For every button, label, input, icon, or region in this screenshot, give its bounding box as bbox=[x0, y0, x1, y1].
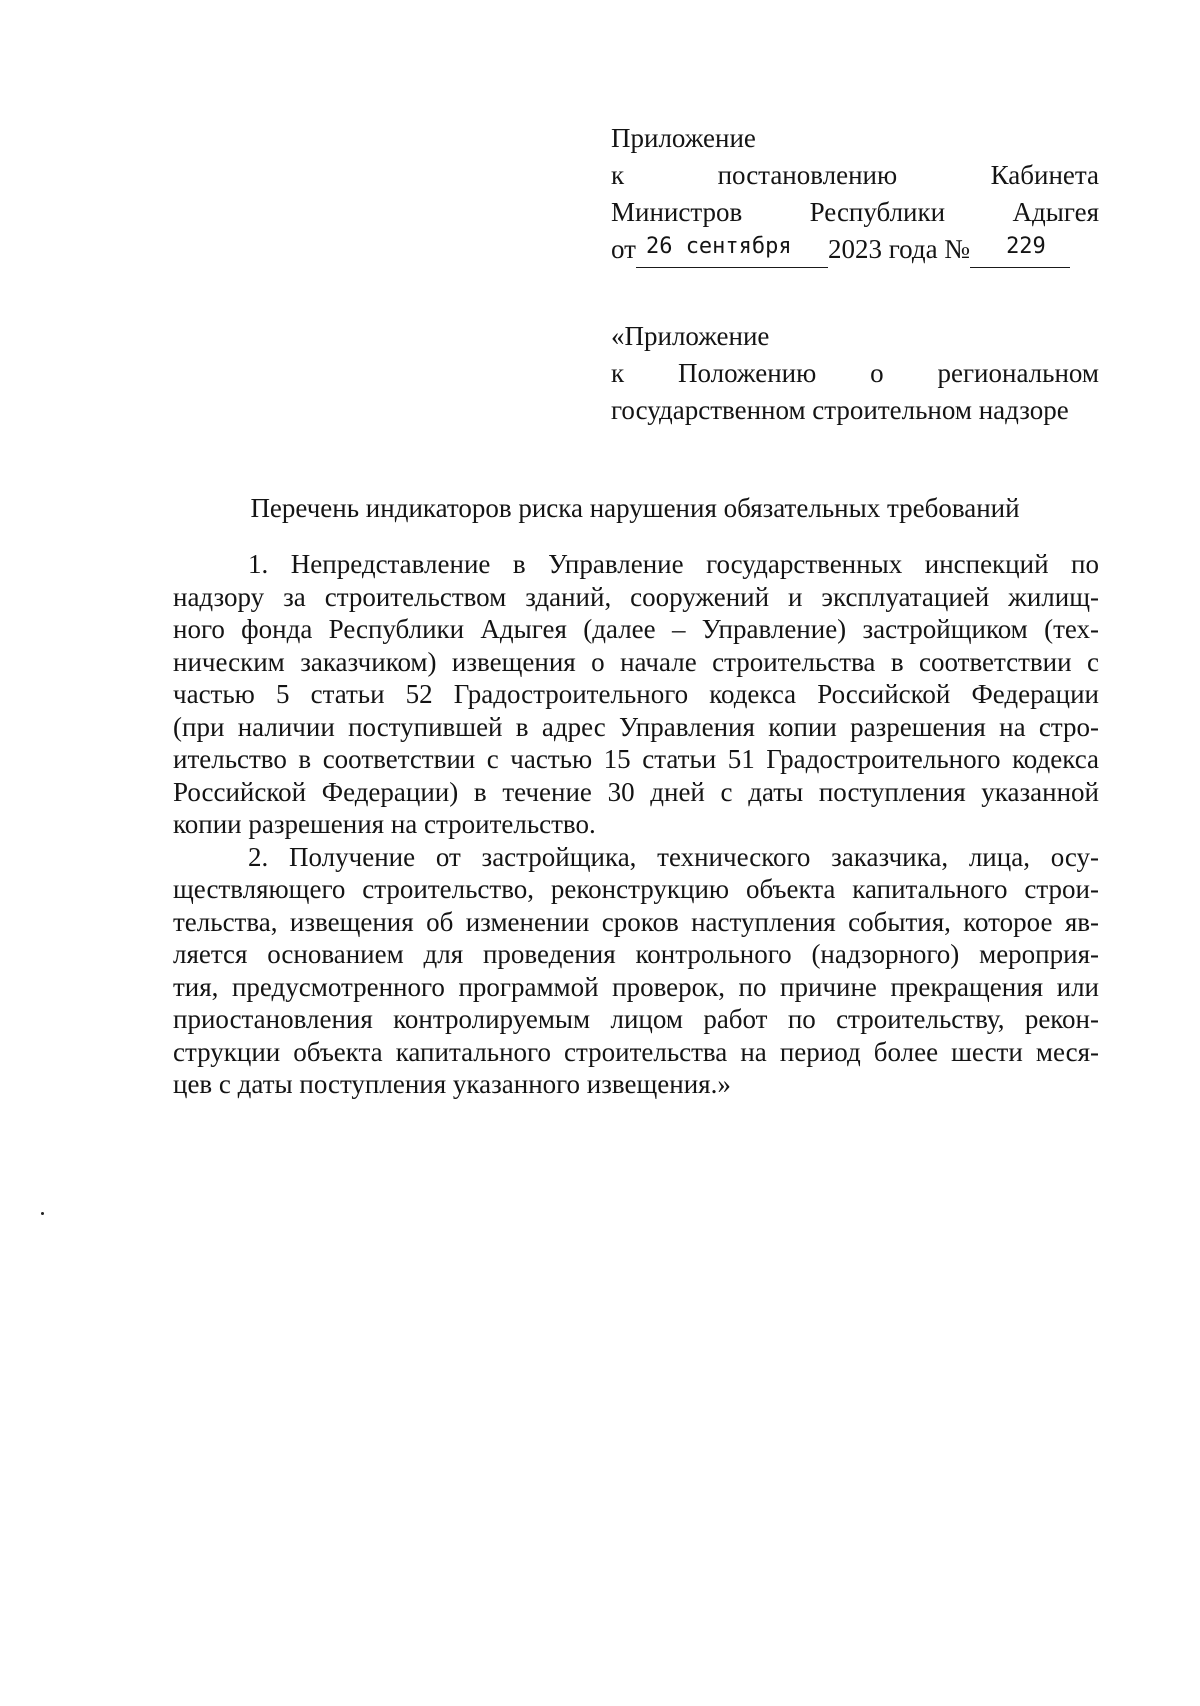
paragraph-line: приостановления контролируемым лицом работ по строительству, рекон- bbox=[173, 1004, 1099, 1034]
paragraph-line: ническим заказчиком) извещения о начале строительства в соответствии с bbox=[173, 646, 1099, 677]
regulation-line-3: государственном строительном надзоре bbox=[611, 395, 1069, 425]
number-field bbox=[970, 234, 1070, 268]
paragraph-line: цев с даты поступления указанного извещения.» bbox=[173, 1069, 731, 1099]
date-prefix: от bbox=[611, 234, 636, 264]
attachment-header bbox=[611, 120, 1099, 268]
paragraph-line: 2. Получение от застройщика, технического заказчика, лица, осу- bbox=[248, 841, 1099, 872]
attachment-word: постановлению bbox=[717, 160, 898, 190]
attachment-line-3 bbox=[611, 194, 1099, 231]
paragraph-line: (при наличии поступившей в адрес Управления копии разрешения на стро- bbox=[173, 711, 1099, 742]
paragraph-line: тельства, извещения об изменении сроков наступления события, которое яв- bbox=[173, 906, 1099, 937]
regulation-word: к bbox=[611, 358, 625, 388]
paragraph-1 bbox=[173, 548, 1099, 841]
paragraph-line: копии разрешения на строительство. bbox=[173, 809, 596, 839]
paragraph-line: ществляющего строительство, реконструкцию объекта капитального строи- bbox=[173, 874, 1099, 904]
attachment-title: Приложение bbox=[611, 123, 756, 153]
paragraph-line: струкции объекта капитального строительства на период более шести меся- bbox=[173, 1036, 1099, 1067]
attachment-word: Кабинета bbox=[990, 160, 1099, 190]
attachment-word: Республики bbox=[809, 197, 946, 227]
attachment-word: Министров bbox=[611, 197, 743, 227]
regulation-word: Положению bbox=[677, 358, 817, 388]
document-title: Перечень индикаторов риска нарушения обязательных требований bbox=[250, 493, 1020, 523]
attachment-date-line bbox=[611, 231, 1099, 268]
paragraph-line: 1. Непредставление в Управление государственных инспекций по bbox=[248, 549, 1099, 579]
paragraph-line: ительство в соответствии с частью 15 статьи 51 Градостроительного кодекса bbox=[173, 744, 1099, 774]
paragraph-line: частью 5 статьи 52 Градостроительного кодекса Российской Федерации bbox=[173, 679, 1099, 709]
regulation-word: о bbox=[870, 358, 884, 388]
regulation-line-2 bbox=[611, 355, 1099, 392]
regulation-word: региональном bbox=[937, 358, 1099, 388]
date-field bbox=[636, 234, 828, 268]
scan-speck bbox=[41, 1212, 44, 1215]
attachment-word: к bbox=[611, 160, 625, 190]
attachment-line-2 bbox=[611, 157, 1099, 194]
number-value: 229 bbox=[1006, 234, 1046, 259]
paragraph-line: ляется основанием для проведения контрольного (надзорного) мероприя- bbox=[173, 939, 1099, 969]
year-text: 2023 года № bbox=[827, 234, 971, 264]
paragraph-line: Российской Федерации) в течение 30 дней с даты поступления указанной bbox=[173, 776, 1099, 807]
document-body bbox=[173, 548, 1099, 1101]
regulation-attachment-header bbox=[611, 318, 1099, 429]
paragraph-line: ного фонда Республики Адыгея (далее – Управление) застройщиком (тех- bbox=[173, 614, 1099, 644]
paragraph-line: надзору за строительством зданий, сооружений и эксплуатацией жилищ- bbox=[173, 581, 1099, 612]
paragraph-line: тия, предусмотренного программой проверок, по причине прекращения или bbox=[173, 971, 1099, 1002]
date-value: 26 сентября bbox=[645, 234, 792, 259]
paragraph-2 bbox=[173, 841, 1099, 1101]
attachment-word: Адыгея bbox=[1012, 197, 1099, 227]
regulation-attachment-title: «Приложение bbox=[611, 321, 770, 351]
